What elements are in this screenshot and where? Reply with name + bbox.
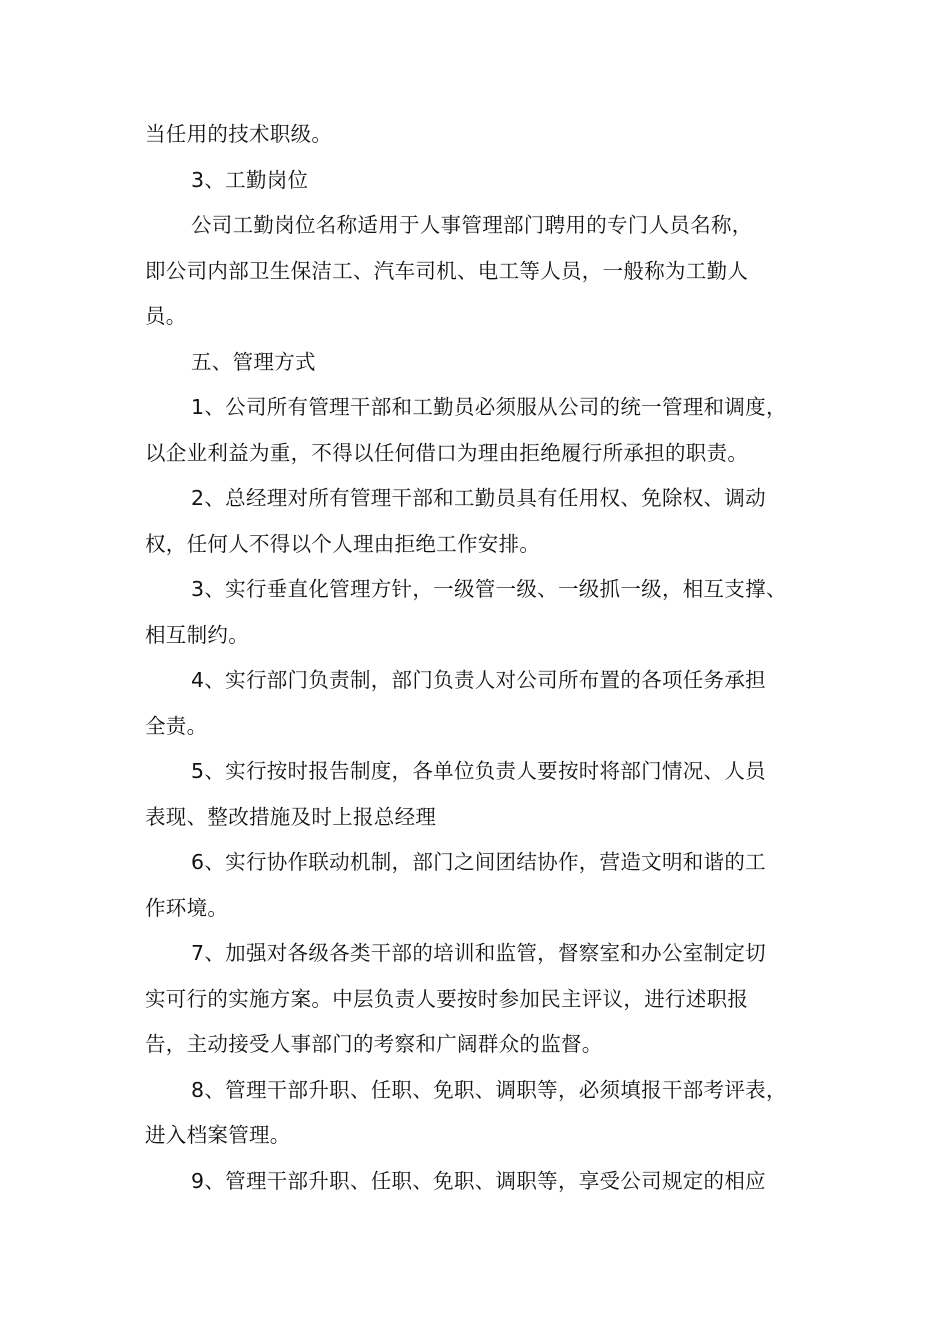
paragraph xyxy=(145,385,810,476)
paragraph xyxy=(145,203,810,340)
text-line: 表现、整改措施及时上报总经理 xyxy=(145,804,437,829)
paragraph xyxy=(145,340,810,386)
document-body xyxy=(145,112,810,1204)
paragraph xyxy=(145,931,810,1068)
text-line: 3、实行垂直化管理方针，一级管一级、一级抓一级，相互支撑、 xyxy=(191,577,787,601)
text-line: 实可行的实施方案。中层负责人要按时参加民主评议，进行述职报 xyxy=(145,986,749,1011)
paragraph xyxy=(145,1159,810,1205)
text-line: 作环境。 xyxy=(145,895,229,920)
text-line: 4、实行部门负责制，部门负责人对公司所布置的各项任务承担 xyxy=(191,668,766,692)
paragraph xyxy=(145,158,810,204)
text-line: 6、实行协作联动机制，部门之间团结协作，营造文明和谐的工 xyxy=(191,850,766,874)
text-line: 2、总经理对所有管理干部和工勤员具有任用权、免除权、调动 xyxy=(191,486,766,510)
paragraph xyxy=(145,749,810,840)
text-line: 当任用的技术职级。 xyxy=(145,122,333,146)
paragraph xyxy=(145,476,810,567)
text-line: 以企业利益为重，不得以任何借口为理由拒绝履行所承担的职责。 xyxy=(145,440,749,465)
text-line: 员。 xyxy=(145,304,187,328)
paragraph xyxy=(145,1068,810,1159)
paragraph xyxy=(145,840,810,931)
text-line: 3、工勤岗位 xyxy=(191,167,309,192)
text-line: 5、实行按时报告制度，各单位负责人要按时将部门情况、人员 xyxy=(191,759,766,783)
paragraph xyxy=(145,658,810,749)
text-line: 相互制约。 xyxy=(145,622,249,647)
text-line: 7、加强对各级各类干部的培训和监管，督察室和办公室制定切 xyxy=(191,941,766,965)
text-line: 全责。 xyxy=(145,713,208,738)
paragraph xyxy=(145,567,810,658)
paragraph xyxy=(145,112,810,158)
text-line: 五、管理方式 xyxy=(191,349,316,374)
text-line: 9、管理干部升职、任职、免职、调职等，享受公司规定的相应 xyxy=(191,1168,766,1193)
text-line: 公司工勤岗位名称适用于人事管理部门聘用的专门人员名称， xyxy=(191,213,753,237)
text-line: 进入档案管理。 xyxy=(145,1123,291,1147)
text-line: 8、管理干部升职、任职、免职、调职等，必须填报干部考评表， xyxy=(191,1077,787,1102)
text-line: 1、公司所有管理干部和工勤员必须服从公司的统一管理和调度， xyxy=(191,395,787,419)
text-line: 告，主动接受人事部门的考察和广阔群众的监督。 xyxy=(145,1032,603,1056)
text-line: 权，任何人不得以个人理由拒绝工作安排。 xyxy=(145,531,541,556)
text-line: 即公司内部卫生保洁工、汽车司机、电工等人员，一般称为工勤人 xyxy=(145,258,749,283)
